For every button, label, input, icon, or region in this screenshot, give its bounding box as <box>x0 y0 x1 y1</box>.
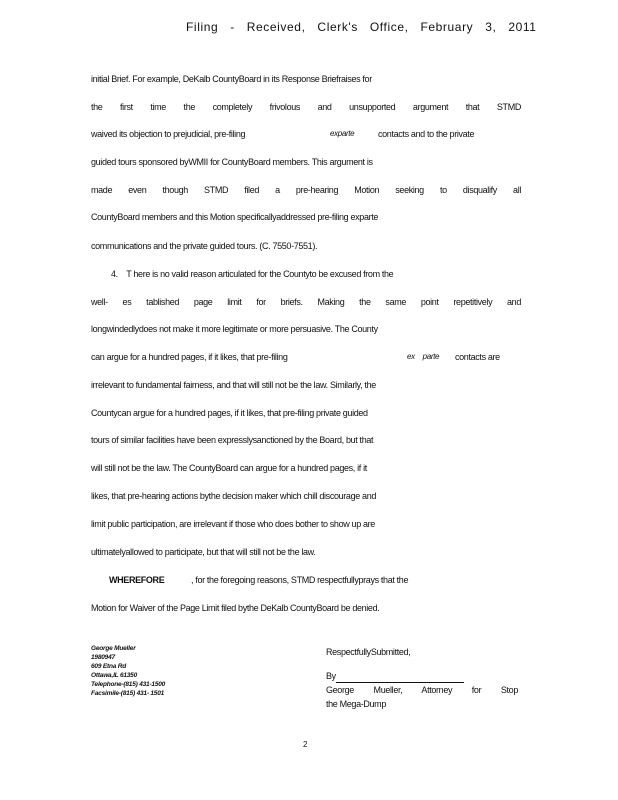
body-line-13: Countycan argue for a hundred pages, if it likes, that pre-filing private guided <box>91 408 368 418</box>
body-line-3-end: contacts and to the private <box>378 129 475 139</box>
body-line-2: the first time the completely frivolous and unsupported argument that STMD <box>91 102 521 112</box>
attorney-facsimile: Facsimile-(815) 431- 1501 <box>91 690 165 697</box>
attorney-city: Ottawa,IL 61350 <box>91 672 138 679</box>
body-line-11-end: contacts are <box>455 352 500 362</box>
document-header: Filing - Received, Clerk's Office, February 3, 2011 <box>186 20 537 34</box>
body-line-14: tours of similar facilities have been expresslysanctioned by the Board, but that <box>91 435 374 445</box>
by-label: By <box>326 671 336 681</box>
body-line-5: made even though STMD filed a pre-hearing Motion seeking to disqualify all <box>91 185 521 195</box>
attorney-street: 609 Etna Rd <box>91 663 127 670</box>
signer-name-line-2: the Mega-Dump <box>326 699 386 709</box>
body-line-19 <box>109 573 409 587</box>
body-line-3 <box>91 127 475 141</box>
body-line-11-exparte: ex parte <box>407 352 440 361</box>
signature-line <box>336 672 464 683</box>
body-line-7: communications and the private guided tours. (C. 7550-7551). <box>91 241 318 251</box>
attorney-telephone: Telephone-(815) 431-1500 <box>91 681 166 688</box>
body-line-6: CountyBoard members and this Motion specificallyaddressed pre-filing exparte <box>91 212 379 222</box>
body-line-18: ultimatelyallowed to participate, but that will still not be the law. <box>91 547 316 557</box>
body-line-4: guided tours sponsored byWMII for CountyBoard members. This argument is <box>91 157 373 167</box>
body-line-1: initial Brief. For example, DeKalb CountyBoard in its Response Briefraises for <box>91 74 372 84</box>
body-line-20: Motion for Waiver of the Page Limit filed bythe DeKalb CountyBoard be denied. <box>91 603 380 613</box>
body-line-19-rest: , for the foregoing reasons, STMD respectfullyprays that the <box>191 575 409 585</box>
body-line-15: will still not be the law. The CountyBoard can argue for a hundred pages, if it <box>91 463 367 473</box>
signature-by-line <box>326 669 526 683</box>
closing-text: RespectfullySubmitted, <box>326 647 411 657</box>
page-number: 2 <box>303 740 308 749</box>
signature-block <box>326 645 526 711</box>
body-line-3-exparte: exparte <box>330 129 355 138</box>
body-line-12: irrelevant to fundamental fairness, and that will still not be the law. Similarly, the <box>91 380 376 390</box>
body-line-10: longwindedlydoes not make it more legitimate or more persuasive. The County <box>91 324 378 334</box>
body-line-11-start: can argue for a hundred pages, if it likes, that pre-filing <box>91 352 288 362</box>
signer-name-line-1: George Mueller, Attorney for Stop <box>326 685 518 695</box>
wherefore-word: WHEREFORE <box>109 575 165 585</box>
attorney-contact-block <box>91 644 241 698</box>
body-line-17: limit public participation, are irrelevant if those who does bother to show up are <box>91 519 375 529</box>
attorney-number: 1980947 <box>91 654 115 661</box>
body-line-16: likes, that pre-hearing actions bythe decision maker which chill discourage and <box>91 491 377 501</box>
body-line-11 <box>91 350 500 364</box>
body-line-8: 4. T here is no valid reason articulated for the Countyto be excused from the <box>111 269 394 279</box>
attorney-name: George Mueller <box>91 645 136 652</box>
body-line-9: well- es tablished page limit for briefs. Making the same point repetitively and <box>91 297 521 307</box>
body-line-3-start: waived its objection to prejudicial, pre-filing <box>91 129 246 139</box>
